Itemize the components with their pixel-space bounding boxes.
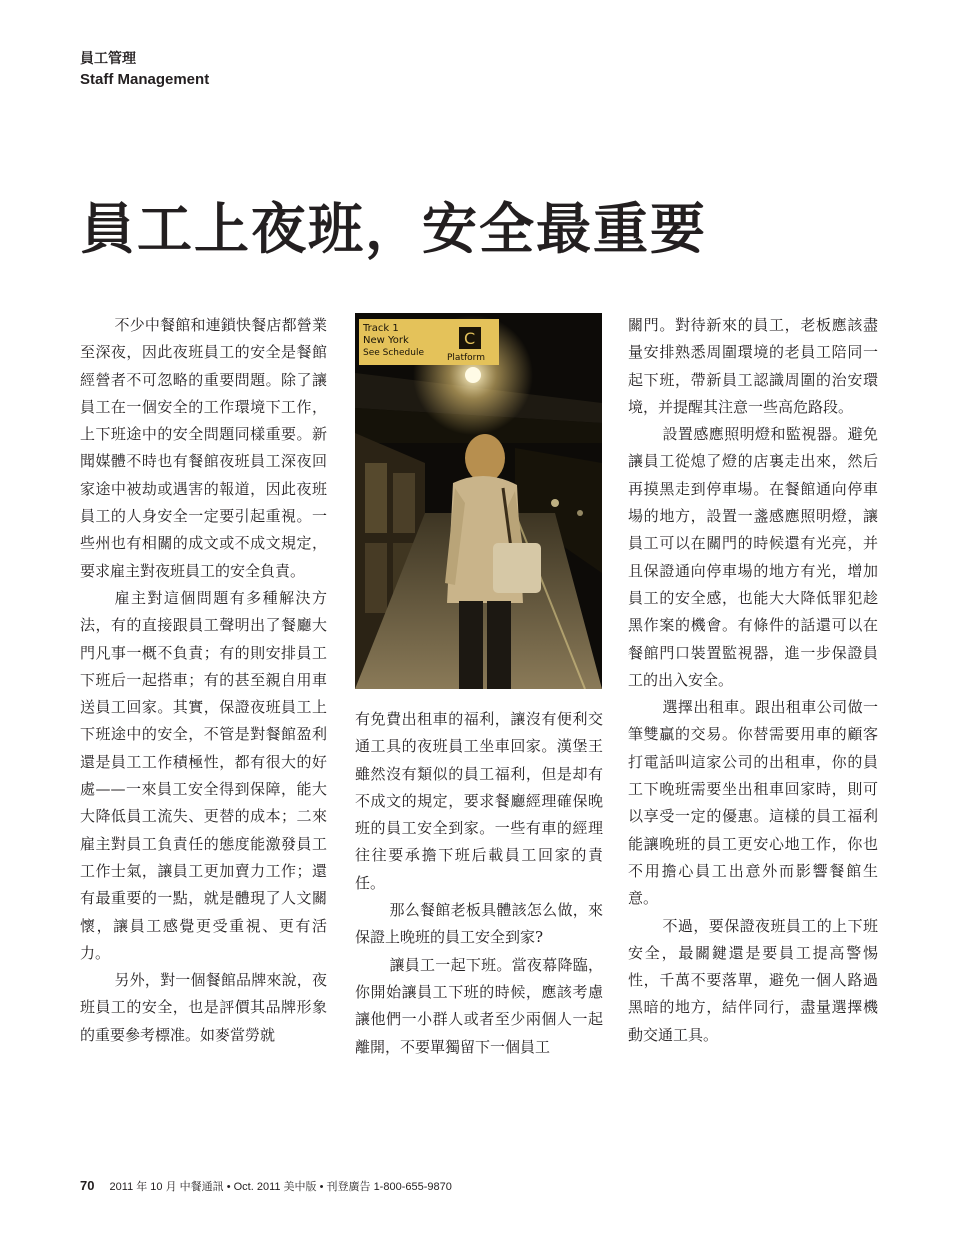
article-column-2 <box>355 706 603 1061</box>
sign-platform: Platform <box>447 353 485 363</box>
sign-line-3: See Schedule <box>363 348 425 358</box>
article-column-3 <box>628 312 878 1049</box>
paragraph: 設置感應照明燈和監視器。避免讓員工從熄了燈的店裏走出來，然后再摸黑走到停車場。在餐館通向停車場的地方，設置一盞感應照明燈，讓員工可以在關門的時候還有光亮，并且保證通向停車場的地方有光，增加員工的安全感，也能大大降低罪犯趁黑作案的機會。有條件的話還可以在餐館門口裝置監視器，進一步保證員工的出入安全。 <box>628 425 878 689</box>
page-footer <box>80 1179 452 1194</box>
paragraph: 不過，要保證夜班員工的上下班安全，最關鍵還是要員工提高警惕性，千萬不要落單，避免一個人路過黑暗的地方，結伴同行，盡量選擇機動交通工具。 <box>628 916 878 1044</box>
article-column-1 <box>80 312 327 1049</box>
page-number: 70 <box>80 1178 95 1193</box>
paragraph: 另外，對一個餐館品牌來說，夜班員工的安全，也是評價其品牌形象的重要參考標准。如麥當勞就 <box>80 971 327 1044</box>
paragraph: 有免費出租車的福利，讓沒有便利交通工具的夜班員工坐車回家。漢堡王雖然沒有類似的員工福利，但是却有不成文的規定，要求餐廳經理確保晚班的員工安全到家。一些有車的經理往往要承擔下班后載員工回家的責任。 <box>355 710 603 892</box>
paragraph: 雇主對這個問題有多種解決方法，有的直接跟員工聲明出了餐廳大門凡事一概不負責；有的則安排員工下班后一起搭車；有的甚至親自用車送員工回家。其實，保證夜班員工上下班途中的安全，不管是對餐館盈利還是員工工作積極性，都有很大的好處——一來員工安全得到保障，能大大降低員工流失、更替的成本；二來雇主對員工負責任的態度能激發員工工作士氣，讓員工更加賣力工作；還有最重要的一點，就是體現了人文關懷，讓員工感覺更受重視、更有活力。 <box>80 588 327 962</box>
paragraph: 選擇出租車。跟出租車公司做一筆雙贏的交易。你替需要用車的顧客打電話叫這家公司的出租車，你的員工下晚班需要坐出租車回家時，則可以享受一定的優惠。這樣的員工福利能讓晚班的員工更安心地工作，你也不用擔心員工出意外而影響餐館生意。 <box>628 698 878 908</box>
sign-line-2: New York <box>363 335 409 346</box>
section-label <box>80 50 209 89</box>
shoulder-bag <box>493 543 541 593</box>
article-title: 員工上夜班，安全最重要 <box>80 196 708 261</box>
night-platform-photo <box>355 313 602 689</box>
paragraph: 讓員工一起下班。當夜幕降臨，你開始讓員工下班的時候，應該考慮讓他們一小群人或者至少兩個人一起離開，不要單獨留下一個員工 <box>355 955 603 1056</box>
paragraph: 那么餐館老板具體該怎么做，來保證上晚班的員工安全到家? <box>355 901 603 947</box>
article-photo <box>355 313 602 689</box>
footer-text: 2011 年 10 月 中餐通訊 • Oct. 2011 美中版 • 刊登廣告 1-800-655-9870 <box>109 1181 452 1193</box>
paragraph: 關門。對待新來的員工，老板應該盡量安排熟悉周圍環境的老員工陪同一起下班，帶新員工認識周圍的治安環境，并提醒其注意一些高危路段。 <box>628 316 878 416</box>
lamp-icon <box>465 367 481 383</box>
sign-letter: C <box>464 329 476 348</box>
section-title-zh: 員工管理 <box>80 51 136 67</box>
paragraph: 不少中餐館和連鎖快餐店都營業至深夜，因此夜班員工的安全是餐館經營者不可忽略的重要問題。除了讓員工在一個安全的工作環境下工作，上下班途中的安全問題同樣重要。新聞媒體不時也有餐館夜班員工深夜回家途中被劫或遇害的報道，因此夜班員工的人身安全一定要引起重視。一些州也有相關的成文或不成文規定，要求雇主對夜班員工的安全負責。 <box>80 316 327 580</box>
sign-line-1: Track 1 <box>363 323 399 334</box>
section-title-en: Staff Management <box>80 71 210 88</box>
